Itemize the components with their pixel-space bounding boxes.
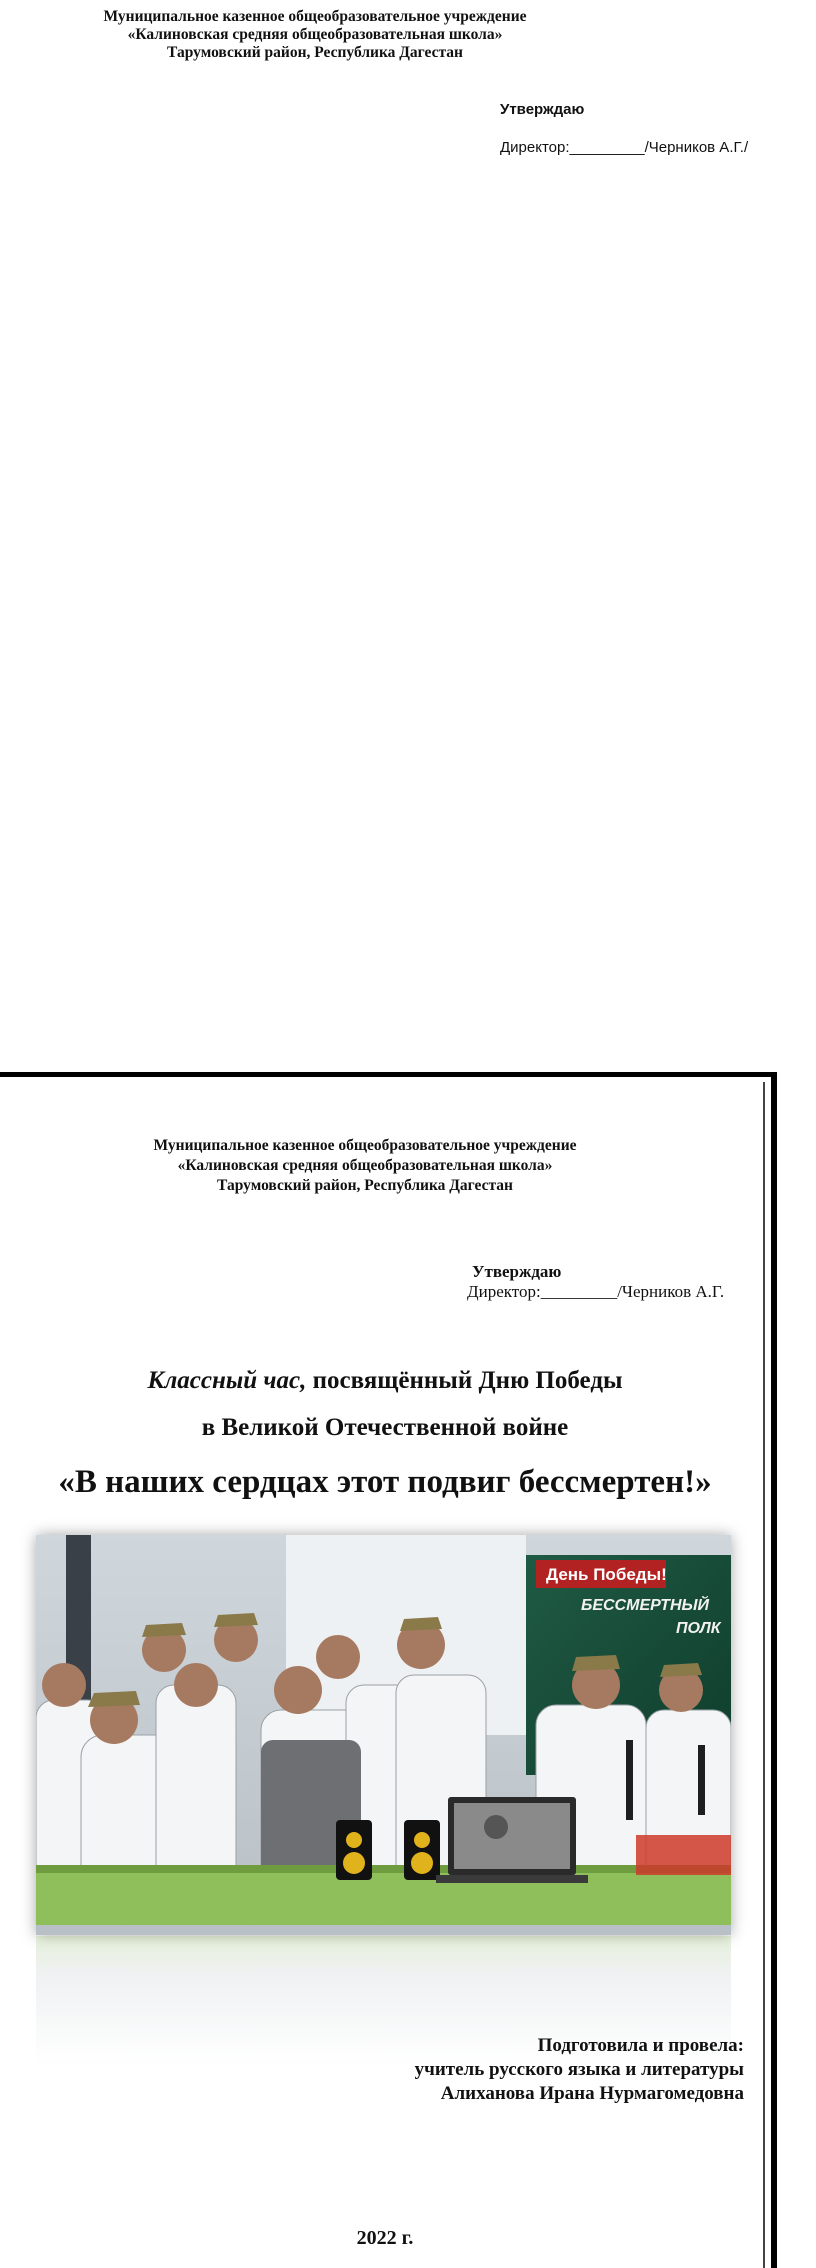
event-dedication: посвящённый Дню Победы <box>306 1367 623 1394</box>
page2-header-line-3: Тарумовский район, Республика Дагестан <box>217 1177 513 1194</box>
board-sign-text-1: День Победы! <box>546 1565 667 1584</box>
board-sign-text-2: БЕССМЕРТНЫЙ <box>581 1597 710 1614</box>
frame-inner-border <box>763 1082 765 2268</box>
page1-director-line: Директор:_________/Черников А.Г./ <box>500 139 749 156</box>
year-label: 2022 г. <box>356 2227 414 2249</box>
event-title-line-2: в Великой Отечественной войне <box>201 1414 569 1441</box>
page2-header-line-2: «Калиновская средняя общеобразовательная школа» <box>177 1157 553 1174</box>
credits-line-1: Подготовила и провела: <box>537 2035 744 2056</box>
board-sign-text-3: ПОЛК <box>676 1620 721 1637</box>
credits-line-3: Алиханова Ирана Нурмагомедовна <box>440 2083 744 2104</box>
page2-approve-title: Утверждаю <box>472 1262 562 1281</box>
page1-approval-block <box>500 100 748 158</box>
page1-approve-title: Утверждаю <box>500 101 585 118</box>
laptop <box>436 1797 588 1883</box>
class-photo <box>36 1535 731 1935</box>
page2-institution-header <box>115 1136 615 1196</box>
page2-header-line-1: Муниципальное казенное общеобразовательное учреждение <box>153 1137 577 1154</box>
page2-director-line: Директор:_________/Черников А.Г. <box>467 1282 725 1301</box>
page1-header-line-1: Муниципальное казенное общеобразовательное учреждение <box>103 8 527 25</box>
event-main-title: «В наших сердцах этот подвиг бессмертен!» <box>58 1464 712 1500</box>
page1-header-line-2: «Калиновская средняя общеобразовательная школа» <box>127 26 503 43</box>
credits-line-2: учитель русского языка и литературы <box>414 2059 744 2080</box>
event-type: Классный час, <box>147 1367 307 1394</box>
credits-block <box>415 2034 744 2106</box>
event-title-line-1 <box>0 1366 770 1396</box>
page1-header-line-3: Тарумовский район, Республика Дагестан <box>167 44 463 61</box>
page2-approval-block <box>467 1262 724 1302</box>
page1-institution-header <box>0 8 630 62</box>
